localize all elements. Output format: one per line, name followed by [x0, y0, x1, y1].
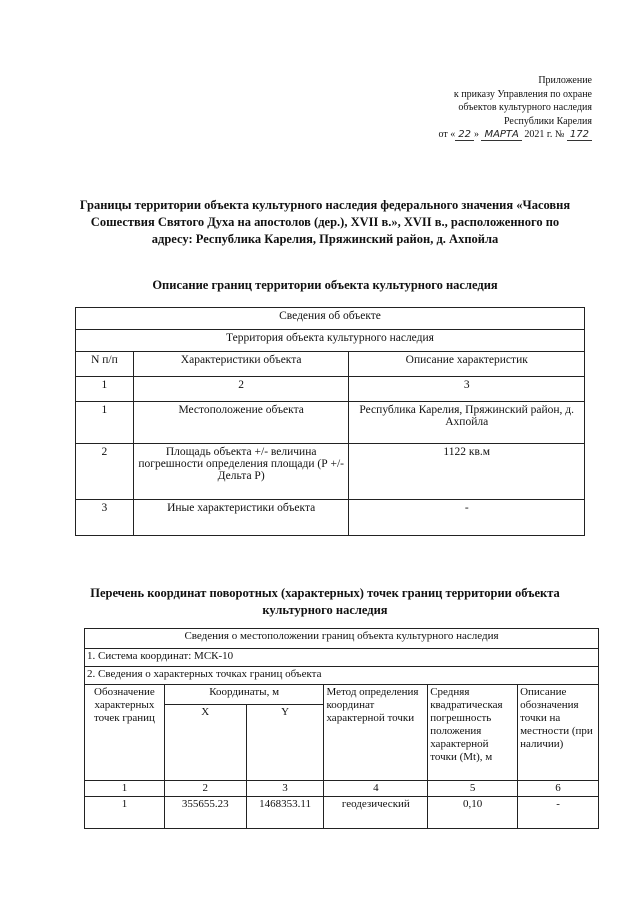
appendix-date-line	[332, 128, 592, 142]
column-header-x: X	[164, 705, 246, 781]
appendix-line: к приказу Управления по охране	[453, 88, 592, 100]
point-x: 355655.23	[164, 797, 246, 829]
row-number: 3	[76, 500, 134, 536]
column-number: 6	[518, 781, 599, 797]
appendix-line: Приложение	[538, 75, 592, 86]
object-info-table	[75, 307, 585, 536]
column-number: 3	[246, 781, 324, 797]
table-row	[85, 797, 599, 829]
points-heading: 2. Сведения о характерных точках границ объекта	[85, 667, 599, 685]
point-description: -	[518, 797, 599, 829]
date-mid: »	[473, 129, 479, 140]
section-title-description: Описание границ территории объекта культурного наследия	[152, 278, 498, 292]
point-number: 1	[85, 797, 165, 829]
column-header: N п/п	[76, 352, 134, 377]
date-day: 22	[455, 129, 474, 141]
column-header: Средняя квадратическая погрешность положения характерной точки (Mt), м	[428, 685, 518, 781]
row-value: Республика Карелия, Пряжинский район, д. Ахпойла	[349, 402, 585, 444]
date-year: 2021 г. №	[524, 129, 565, 140]
row-value: -	[349, 500, 585, 536]
table-row	[76, 444, 585, 500]
appendix-line: объектов культурного наследия	[458, 102, 592, 113]
column-header: Описание обозначения точки на местности (при наличии)	[518, 685, 599, 781]
appendix-block	[332, 74, 592, 142]
section-title-coordinates: Перечень координат поворотных (характерных) точек границ территории объекта культурного наследия	[90, 586, 560, 617]
table-row	[76, 500, 585, 536]
column-number: 1	[76, 377, 134, 402]
date-month: МАРТА	[481, 129, 521, 141]
column-header: Обозначение характерных точек границ	[85, 685, 165, 781]
coordinates-table	[84, 628, 599, 829]
column-number: 2	[133, 377, 349, 402]
column-header: Координаты, м	[164, 685, 324, 705]
column-number: 4	[324, 781, 428, 797]
appendix-line: Республики Карелия	[503, 115, 592, 127]
column-number: 5	[428, 781, 518, 797]
column-header: Характеристики объекта	[133, 352, 349, 377]
column-header-y: Y	[246, 705, 324, 781]
column-number: 2	[164, 781, 246, 797]
point-method: геодезический	[324, 797, 428, 829]
order-number: 172	[567, 129, 592, 141]
coordinate-system: 1. Система координат: МСК-10	[85, 649, 599, 667]
column-number: 1	[85, 781, 165, 797]
date-prefix: от «	[438, 129, 456, 140]
column-header: Описание характеристик	[349, 352, 585, 377]
table-header: Сведения об объекте	[76, 308, 585, 330]
table-header: Территория объекта культурного наследия	[76, 330, 585, 352]
table-header: Сведения о местоположении границ объекта культурного наследия	[85, 629, 599, 649]
row-number: 2	[76, 444, 134, 500]
row-characteristic: Местоположение объекта	[133, 402, 349, 444]
point-y: 1468353.11	[246, 797, 324, 829]
row-value: 1122 кв.м	[349, 444, 585, 500]
table-row	[76, 402, 585, 444]
column-header: Метод определения координат характерной точки	[324, 685, 428, 781]
row-characteristic: Площадь объекта +/- величина погрешности определения площади (Р +/- Дельта Р)	[133, 444, 349, 500]
row-number: 1	[76, 402, 134, 444]
point-error: 0,10	[428, 797, 518, 829]
row-characteristic: Иные характеристики объекта	[133, 500, 349, 536]
column-number: 3	[349, 377, 585, 402]
document-title: Границы территории объекта культурного наследия федерального значения «Часовня Сошествия Святого Духа на апостолов (дер.), XVII в.», XVII в., расположенного по адресу: Республика Карелия, Пряжинский район, д. Ахпойла	[79, 198, 571, 246]
